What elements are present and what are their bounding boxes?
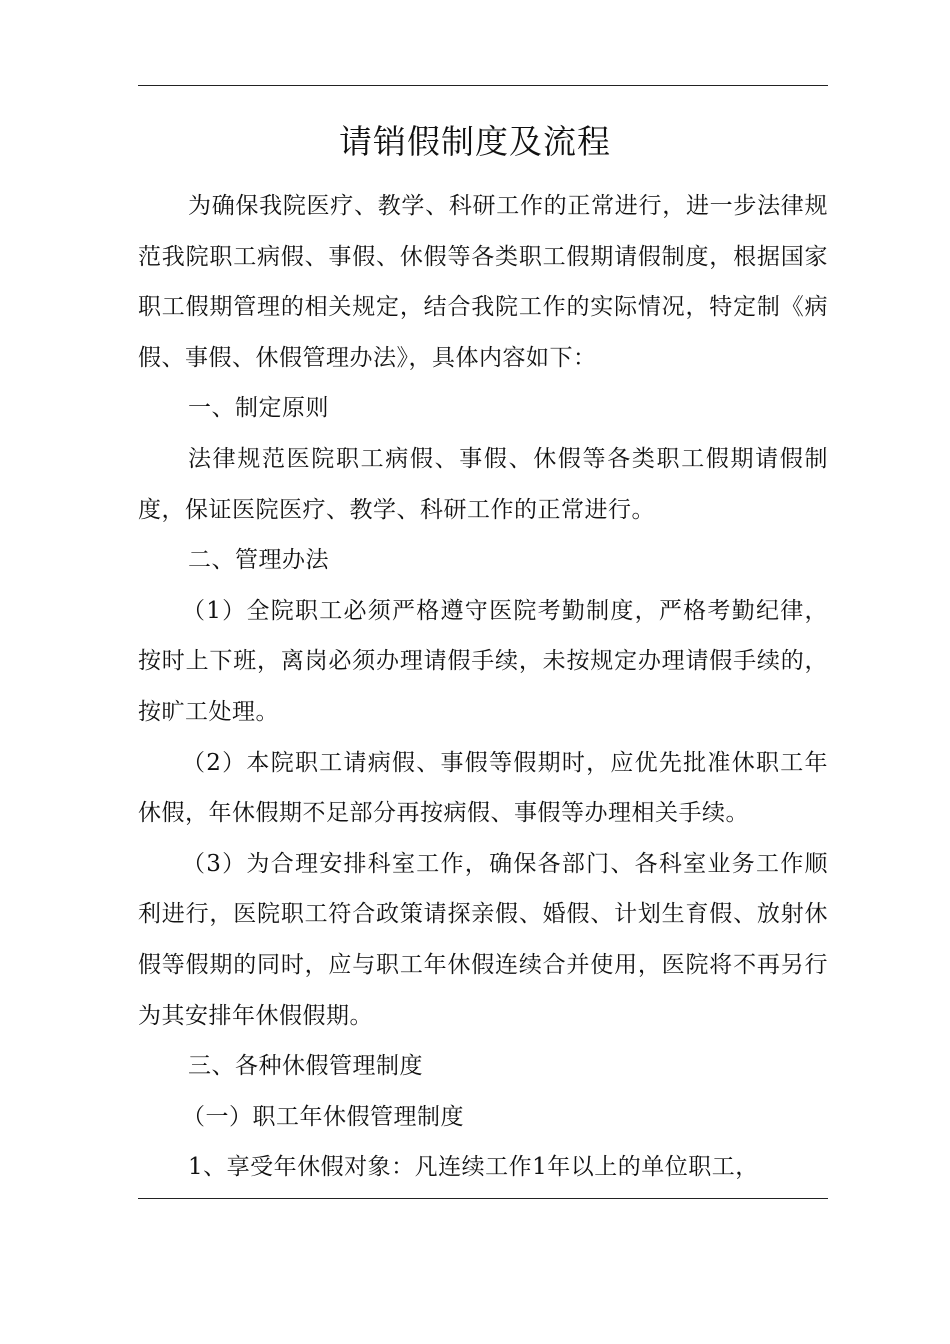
management-item-1: （1）全院职工必须严格遵守医院考勤制度，严格考勤纪律，按时上下班，离岗必须办理请假手续，未按规定办理请假手续的，按旷工处理。 <box>138 597 828 725</box>
header-rule <box>138 85 828 86</box>
subsection-heading-annual-leave: （一）职工年休假管理制度 <box>182 1103 464 1130</box>
document-body <box>138 181 828 1193</box>
management-item-2: （2）本院职工请病假、事假等假期时，应优先批准休职工年休假，年休假期不足部分再按病假、事假等办理相关手续。 <box>138 749 828 827</box>
section-heading-management: 二、管理办法 <box>188 547 329 574</box>
management-item-3: （3）为合理安排科室工作，确保各部门、各科室业务工作顺利进行，医院职工符合政策请探亲假、婚假、计划生育假、放射休假等假期的同时，应与职工年休假连续合并使用，医院将不再另行为其安排年休假假期。 <box>138 850 828 1029</box>
section-heading-principles: 一、制定原则 <box>188 395 329 422</box>
section-heading-leave-types: 三、各种休假管理制度 <box>188 1053 423 1080</box>
footer-rule <box>138 1198 828 1199</box>
annual-leave-item-1: 1、享受年休假对象：凡连续工作1年以上的单位职工， <box>188 1154 759 1181</box>
intro-paragraph: 为确保我院医疗、教学、科研工作的正常进行，进一步法律规范我院职工病假、事假、休假等各类职工假期请假制度，根据国家职工假期管理的相关规定，结合我院工作的实际情况，特定制《病假、事假、休假管理办法》，具体内容如下： <box>138 193 828 371</box>
document-title: 请销假制度及流程 <box>339 122 611 161</box>
principles-paragraph: 法律规范医院职工病假、事假、休假等各类职工假期请假制度，保证医院医疗、教学、科研工作的正常进行。 <box>138 445 828 523</box>
